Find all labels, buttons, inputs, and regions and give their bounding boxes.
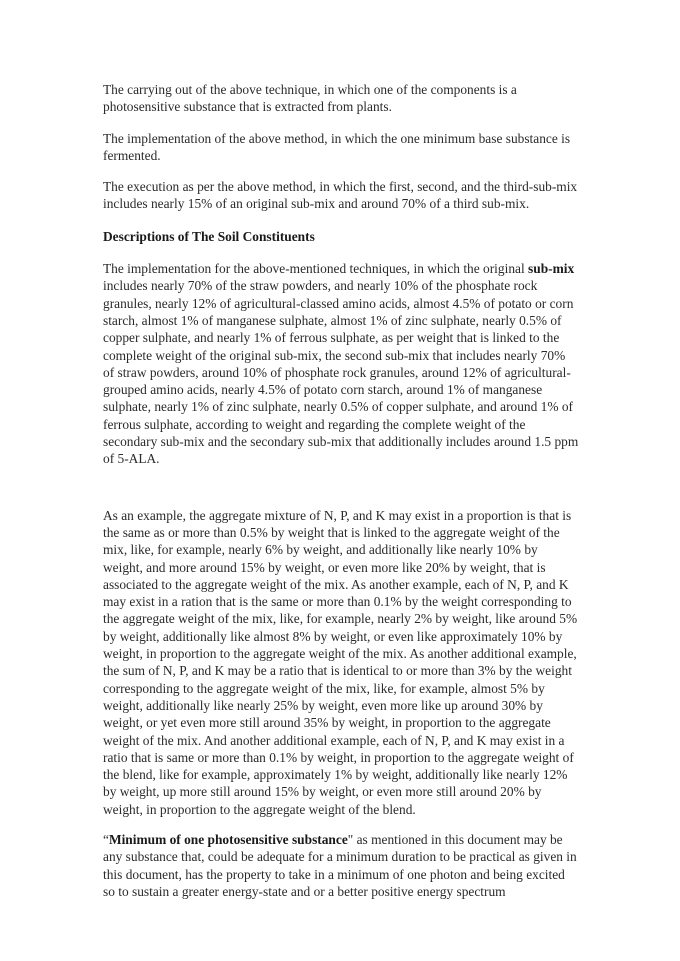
- document-page: [103, 81, 579, 900]
- paragraph-text: The implementation for the above-mentioned techniques, in which the original: [103, 261, 525, 277]
- bold-term-photosensitive: Minimum of one photosensitive substance: [108, 831, 348, 847]
- paragraph-photosensitive-definition: [103, 831, 579, 900]
- paragraph-text: includes nearly 70% of the straw powders, and nearly 10% of the phosphate rock granules, nearly 12% of agricultural-classed amino acids, almost 4.5% of potato or corn starch, almost 1% of manganese sulphate, almost 1% of zinc sulphate, nearly 0.5% of copper sulphate, and nearly 1% of ferrous sulphate, as per weight that is linked to the complete weight of the original sub-mix, the second sub-mix that includes nearly 70% of straw powders, around 10% of phosphate rock granules, around 12% of agricultural-grouped amino acids, nearly 4.5% of potato corn starch, around 1% of manganese sulphate, nearly 1% of zinc sulphate, nearly 0.5% of copper sulphate, and around 1% of ferrous sulphate, according to weight and regarding the complete weight of the secondary sub-mix and the secondary sub-mix that additionally includes around 1.5 ppm of 5-ALA.: [103, 278, 579, 467]
- open-quote: “: [103, 831, 109, 847]
- paragraph-fermented: The implementation of the above method, in which the one minimum base substance is fermented.: [103, 130, 571, 163]
- paragraph-npk-example: As an example, the aggregate mixture of N, P, and K may exist in a proportion is that is the same as or more than 0.5% by weight that is linked to the aggregate weight of the mix, like, for example, nearly 6% by weight, and additionally like nearly 10% by weight, and more around 15% by weight, or even more like 20% by weight, that is associated to the aggregate weight of the mix. As another example, each of N, P, and K may exist in a ration that is the same or more than 0.1% by the weight corresponding to the aggregate weight of the mix, like, for example, nearly 2% by weight, like around 5% by weight, additionally like almost 8% by weight, or even like approximately 10% by weight, in proportion to the aggregate weight of the mix. As another additional example, the sum of N, P, and K may be a ratio that is identical to or more than 3% by the weight corresponding to the aggregate weight of the mix, like, for example, almost 5% by weight, additionally like nearly 25% by weight, even more like up around 30% by weight, or yet even more still around 35% by weight, in proportion to the aggregate weight of the mix. And another additional example, each of N, P, and K may exist in a ratio that is same or more than 0.1% by weight, in proportion to the aggregate weight of the blend, like for example, approximately 1% by weight, additionally like nearly 12% by weight, up more still around 15% by weight, or even more still around 20% by weight, in proportion to the aggregate weight of the blend.: [103, 507, 578, 817]
- bold-term-sub-mix: sub-mix: [528, 261, 575, 277]
- paragraph-sub-mix-ratio: The execution as per the above method, in which the first, second, and the third-sub-mix includes nearly 15% of an original sub-mix and around 70% of a third sub-mix.: [103, 179, 578, 212]
- paragraph-sub-mix-composition: [103, 260, 579, 468]
- section-heading: Descriptions of The Soil Constituents: [103, 228, 315, 244]
- paragraph-text: " as mentioned in this document may be any substance that, could be adequate for a minimum duration to be practical as given in this document, has the property to take in a minimum of one photon and being excited so to sustain a greater energy-state and or a better positive energy spectrum: [103, 831, 577, 899]
- paragraph-photosensitive-extracted: The carrying out of the above technique, in which one of the components is a photosensitive substance that is extracted from plants.: [103, 82, 517, 115]
